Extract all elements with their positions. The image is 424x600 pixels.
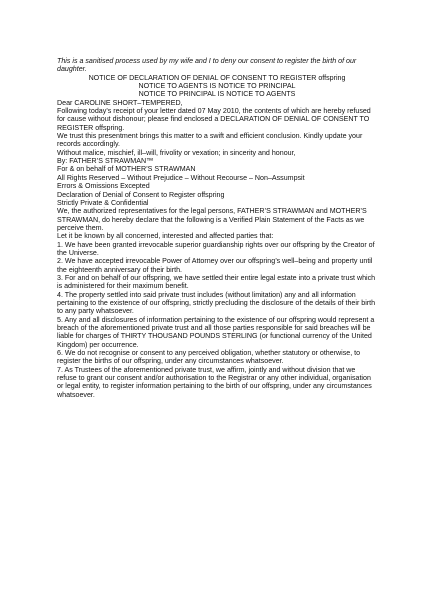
- private-confidential: Strictly Private & Confidential: [57, 198, 149, 207]
- declaration-title: Declaration of Denial of Consent to Register offspring: [57, 190, 225, 199]
- notice-agents-heading: NOTICE TO AGENTS IS NOTICE TO PRINCIPAL: [138, 82, 296, 91]
- list-item-1: 1. We have been granted irrevocable superior guardianship rights over our offspring by the Creator of the Universe.: [57, 240, 375, 257]
- notice-heading: NOTICE OF DECLARATION OF DENIAL OF CONSENT TO REGISTER offspring: [88, 73, 346, 82]
- list-item-5: 5. Any and all disclosures of information pertaining to the existence of our offspring would represent a breach of the aforementioned private trust and all those parties responsible for said breaches will be liable for charges of THIRTY THOUSAND POUNDS STERLING (or functional currency of the United Kingdom) per occurrence.: [57, 315, 375, 349]
- list-item-4: 4. The property settled into said private trust includes (without limitation) any and all information pertaining to the existence of our offspring, strictly precluding the disclosure of the details of their birth to any party whatsoever.: [57, 290, 376, 316]
- list-item-6: 6. We do not recognise or consent to any perceived obligation, whether statutory or otherwise, to register the births of our offspring, under any circumstances whatsoever.: [57, 349, 361, 366]
- signature-for-line: For & on behalf of MOTHER’S STRAWMAN: [57, 165, 196, 174]
- list-item-2: 2. We have accepted irrevocable Power of Attorney over our offspring’s well–being and property until the eighteenth anniversary of their birth.: [57, 257, 373, 274]
- list-item-7: 7. As Trustees of the aforementioned private trust, we affirm, jointly and without division that we refuse to grant our consent and/or authorisation to the Registrar or any other individual, organisation or legal entity, to register information pertaining to the birth of our offspring, under any circumstances whatsoever.: [57, 365, 372, 399]
- paragraph-representatives: We, the authorized representatives for the legal persons, FATHER’S STRAWMAN and MOTHER’S STRAWMAN, do hereby declare that the following is a Verified Plain Statement of the Facts as we perceive them.: [57, 207, 367, 232]
- intro-note: This is a sanitised process used by my wife and I to deny our consent to register the birth of our daughter.: [57, 57, 357, 74]
- paragraph-sincerity: Without malice, mischief, ill–will, frivolity or vexation; in sincerity and honour,: [57, 148, 296, 157]
- errors-omissions: Errors & Omissions Excepted: [57, 182, 150, 191]
- rights-reserved: All Rights Reserved – Without Prejudice – Without Recourse – Non–Assumpsit: [57, 173, 305, 182]
- salutation: Dear CAROLINE SHORT–TEMPERED,: [57, 98, 183, 107]
- paragraph-trust: We trust this presentment brings this matter to a swift and efficient conclusion. Kindly update your records accordingly.: [57, 132, 363, 149]
- notice-principal-heading: NOTICE TO PRINCIPAL IS NOTICE TO AGENTS: [138, 90, 296, 99]
- document-body: [57, 57, 377, 399]
- paragraph-receipt: Following today’s receipt of your letter dated 07 May 2010, the contents of which are hereby refused for cause without dishonour; please find enclosed a DECLARATION OF DENIAL OF CONSENT TO REGISTER offspring.: [57, 107, 371, 132]
- paragraph-let-it-be-known: Let it be known by all concerned, interested and affected parties that:: [57, 232, 274, 241]
- list-item-3: 3. For and on behalf of our offspring, we have settled their entire legal estate into a private trust which is administered for their maximum benefit.: [57, 273, 376, 291]
- signature-by-line: By: FATHER’S STRAWMAN™: [57, 157, 154, 166]
